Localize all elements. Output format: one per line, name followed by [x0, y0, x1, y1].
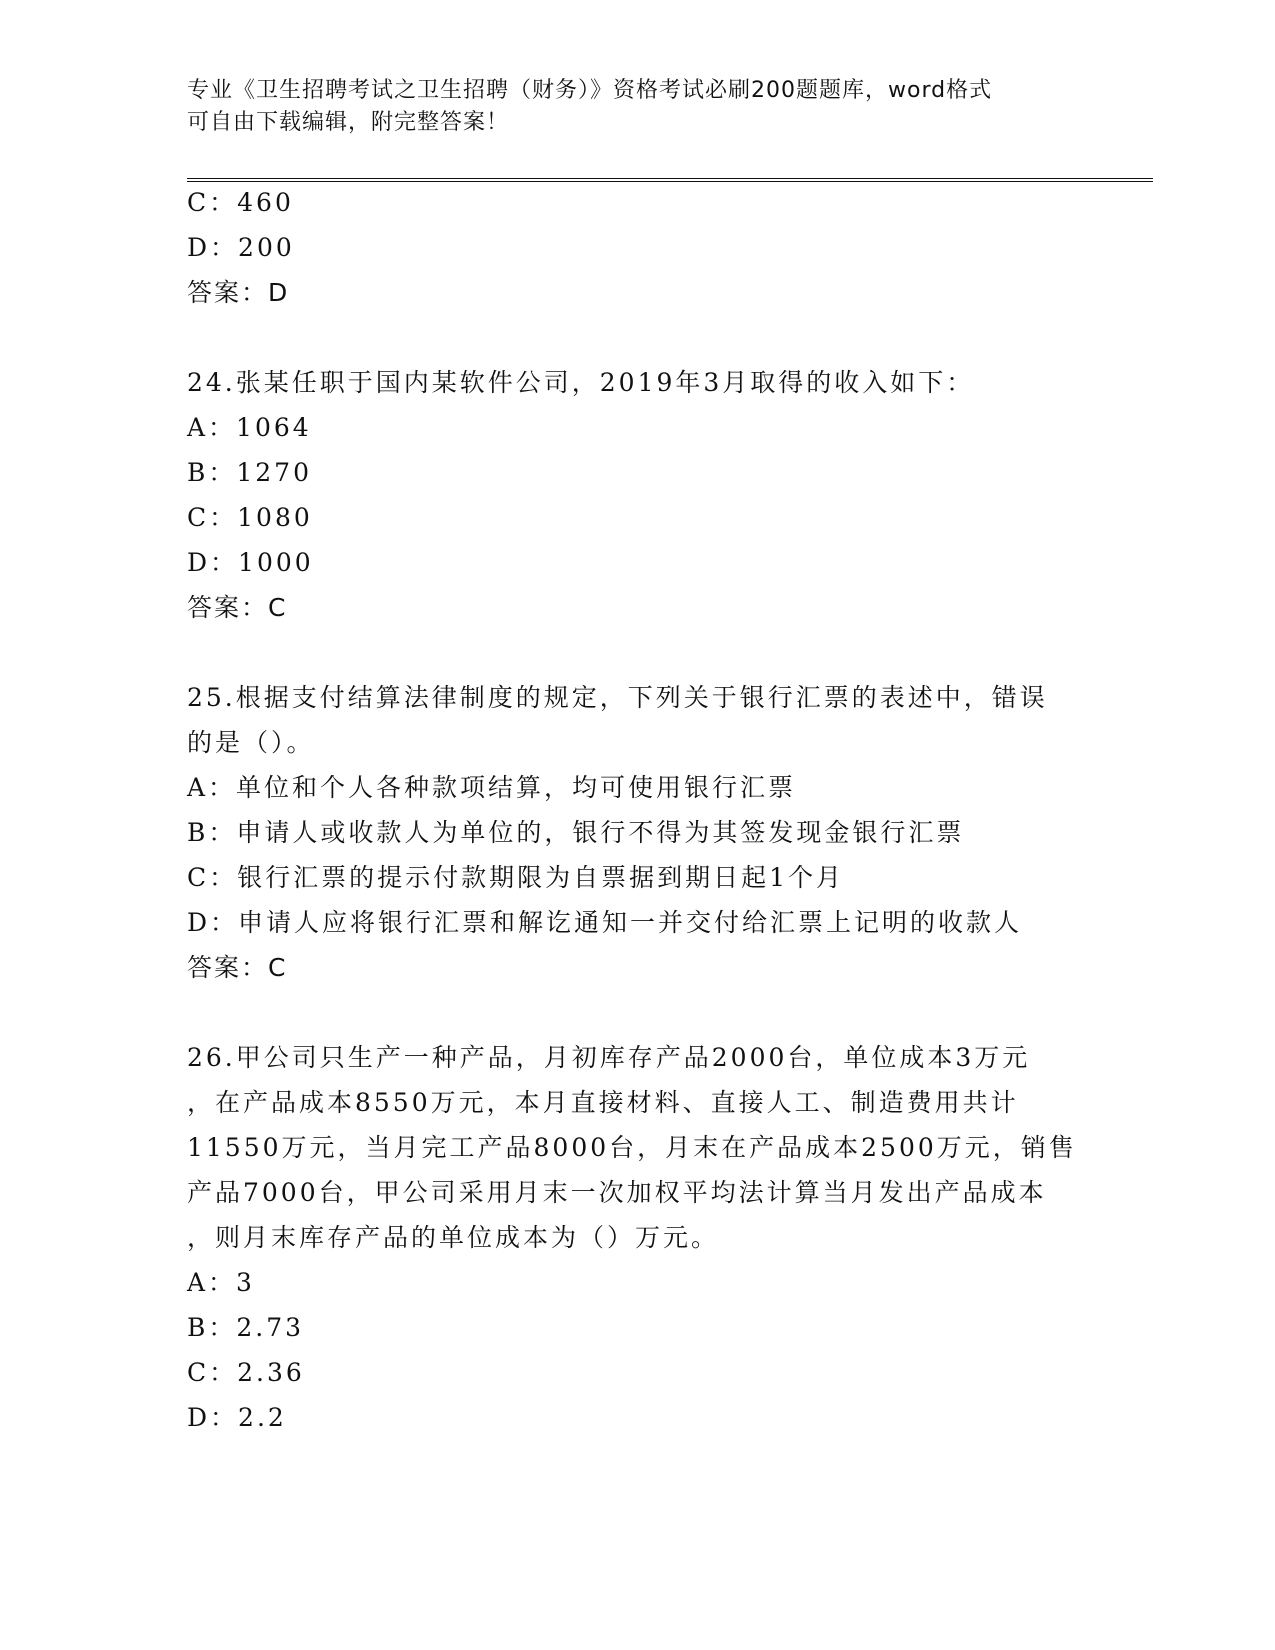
- page-header: [187, 75, 1087, 139]
- q23-option-d: D：200: [187, 233, 295, 262]
- q24-stem: 24.张某任职于国内某软件公司，2019年3月取得的收入如下：: [187, 368, 975, 397]
- q26-stem-line-3: 11550万元，当月完工产品8000台，月末在产品成本2500万元，销售: [187, 1133, 1077, 1162]
- q23-answer: 答案：D: [187, 278, 290, 307]
- q26-stem-line-1: 26.甲公司只生产一种产品，月初库存产品2000台，单位成本3万元: [187, 1043, 1031, 1072]
- q26-option-a: A：3: [187, 1268, 255, 1297]
- header-title-line-2: 可自由下载编辑，附完整答案！: [187, 110, 510, 135]
- q24-option-c: C：1080: [187, 503, 313, 532]
- header-title-line-1: 专业《卫生招聘考试之卫生招聘（财务）》资格考试必刷200题题库，word格式: [187, 78, 993, 103]
- q25-option-a: A：单位和个人各种款项结算，均可使用银行汇票: [187, 773, 797, 802]
- q24-option-d: D：1000: [187, 548, 314, 577]
- q24-answer: 答案：C: [187, 593, 288, 622]
- q26-stem-line-5: ，则月末库存产品的单位成本为（）万元。: [187, 1223, 720, 1252]
- q25-answer: 答案：C: [187, 953, 288, 982]
- header-divider: [187, 178, 1153, 182]
- q26-stem-line-4: 产品7000台，甲公司采用月末一次加权平均法计算当月发出产品成本: [187, 1178, 1047, 1207]
- q26-option-d: D：2.2: [187, 1403, 287, 1432]
- q23-option-c: C：460: [187, 188, 294, 217]
- q26-option-c: C：2.36: [187, 1358, 305, 1387]
- q24-option-a: A：1064: [187, 413, 312, 442]
- q25-option-c: C：银行汇票的提示付款期限为自票据到期日起1个月: [187, 863, 845, 892]
- q25-option-d: D：申请人应将银行汇票和解讫通知一并交付给汇票上记明的收款人: [187, 908, 1023, 937]
- q26-option-b: B：2.73: [187, 1313, 305, 1342]
- q24-option-b: B：1270: [187, 458, 312, 487]
- q26-stem-line-2: ，在产品成本8550万元，本月直接材料、直接人工、制造费用共计: [187, 1088, 1019, 1117]
- q25-option-b: B：申请人或收款人为单位的，银行不得为其签发现金银行汇票: [187, 818, 965, 847]
- q25-stem-line-2: 的是（）。: [187, 728, 315, 757]
- q25-stem-line-1: 25.根据支付结算法律制度的规定，下列关于银行汇票的表述中，错误: [187, 683, 1048, 712]
